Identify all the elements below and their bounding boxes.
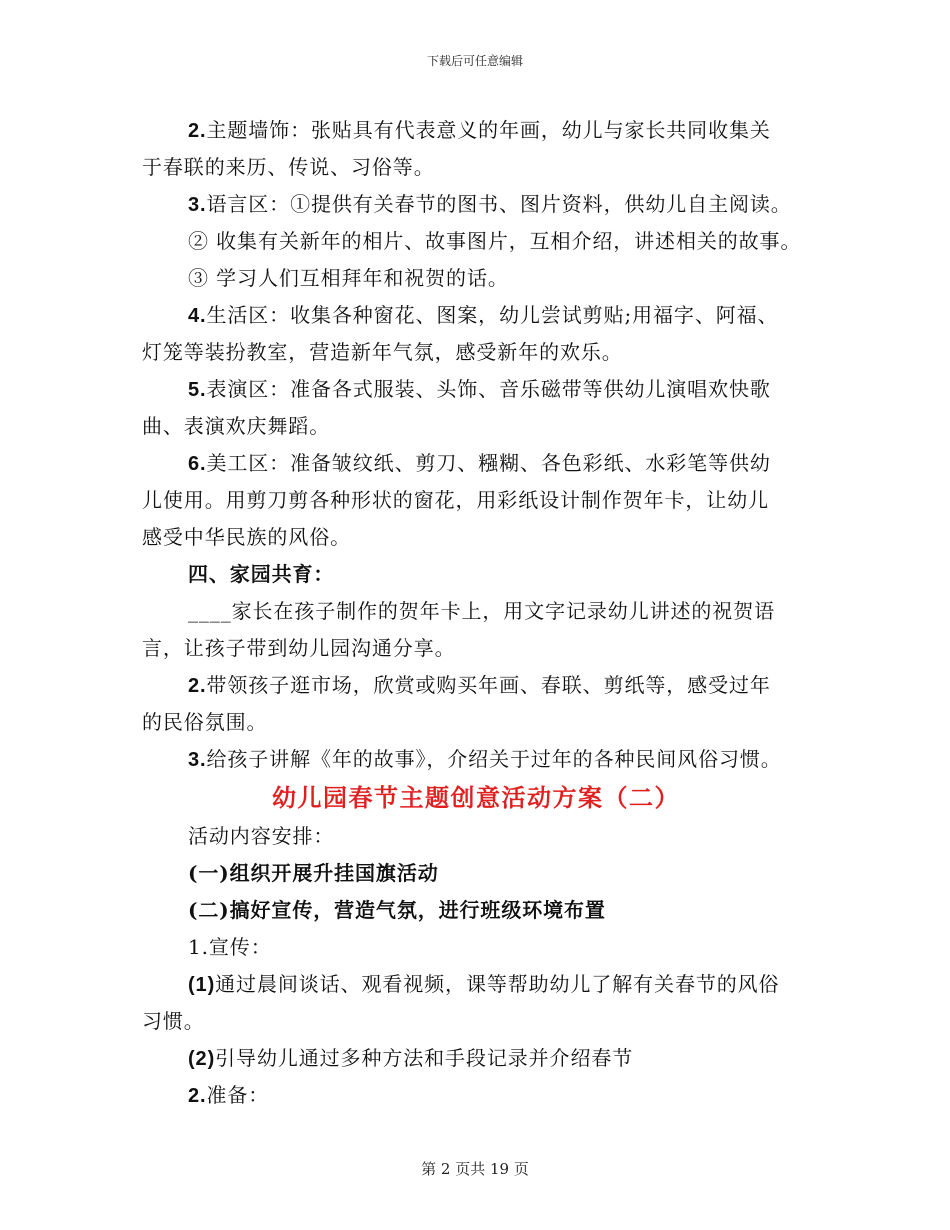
- paragraph-line: 活动内容安排：: [188, 824, 335, 848]
- paragraph-line: 的民俗氛围。: [142, 710, 268, 734]
- page-header: 下载后可任意编辑: [426, 54, 523, 68]
- paragraph-line: 5.表演区：准备各式服装、头饰、音乐磁带等供幼儿演唱欢快歌: [188, 377, 771, 401]
- section-heading: 四、家园共育：: [188, 562, 335, 586]
- paragraph-line: 于春联的来历、传说、习俗等。: [142, 155, 435, 179]
- document-body: [142, 112, 810, 1114]
- paragraph-line: 1.宣传：: [188, 935, 272, 959]
- paragraph-line: 2.准备：: [188, 1083, 270, 1107]
- paragraph-line: 习惯。: [142, 1009, 205, 1033]
- paragraph-line: 感受中华民族的风俗。: [142, 525, 351, 549]
- paragraph-line: 2.主题墙饰：张贴具有代表意义的年画，幼儿与家长共同收集关: [188, 118, 771, 142]
- paragraph-line: 6.美工区：准备皱纹纸、剪刀、糨糊、各色彩纸、水彩笔等供幼: [188, 451, 771, 475]
- paragraph-line: (1)通过晨间谈话、观看视频，课等帮助幼儿了解有关春节的风俗: [188, 972, 780, 996]
- page-footer: 第 2 页共 19 页: [421, 1160, 529, 1178]
- paragraph-line: 儿使用。用剪刀剪各种形状的窗花，用彩纸设计制作贺年卡，让幼儿: [142, 488, 769, 512]
- paragraph-line: (2)引导幼儿通过多种方法和手段记录并介绍春节: [188, 1046, 634, 1070]
- paragraph-line: 灯笼等装扮教室，营造新年气氛，感受新年的欢乐。: [142, 340, 623, 364]
- paragraph-line: 言，让孩子带到幼儿园沟通分享。: [142, 636, 456, 660]
- paragraph-line: 2.带领孩子逛市场，欣赏或购买年画、春联、剪纸等，感受过年: [188, 673, 771, 697]
- paragraph-line: ③ 学习人们互相拜年和祝贺的话。: [188, 266, 509, 290]
- paragraph-line: 3.语言区：①提供有关春节的图书、图片资料，供幼儿自主阅读。: [188, 192, 792, 216]
- section-heading: (一)组织开展升挂国旗活动: [188, 861, 439, 885]
- section-heading: (二)搞好宣传，营造气氛，进行班级环境布置: [188, 898, 606, 922]
- paragraph-line: 曲、表演欢庆舞蹈。: [142, 414, 331, 438]
- paragraph-line: 3.给孩子讲解《年的故事》，介绍关于过年的各种民间风俗习惯。: [188, 747, 782, 771]
- paragraph-line: ____家长在孩子制作的贺年卡上，用文字记录幼儿讲述的祝贺语: [188, 599, 775, 623]
- paragraph-line: 4.生活区：收集各种窗花、图案，幼儿尝试剪贴;用福字、阿福、: [188, 303, 779, 327]
- document-title: 幼儿园春节主题创意活动方案（二）: [272, 783, 680, 812]
- paragraph-line: ② 收集有关新年的相片、故事图片，互相介绍，讲述相关的故事。: [188, 229, 802, 253]
